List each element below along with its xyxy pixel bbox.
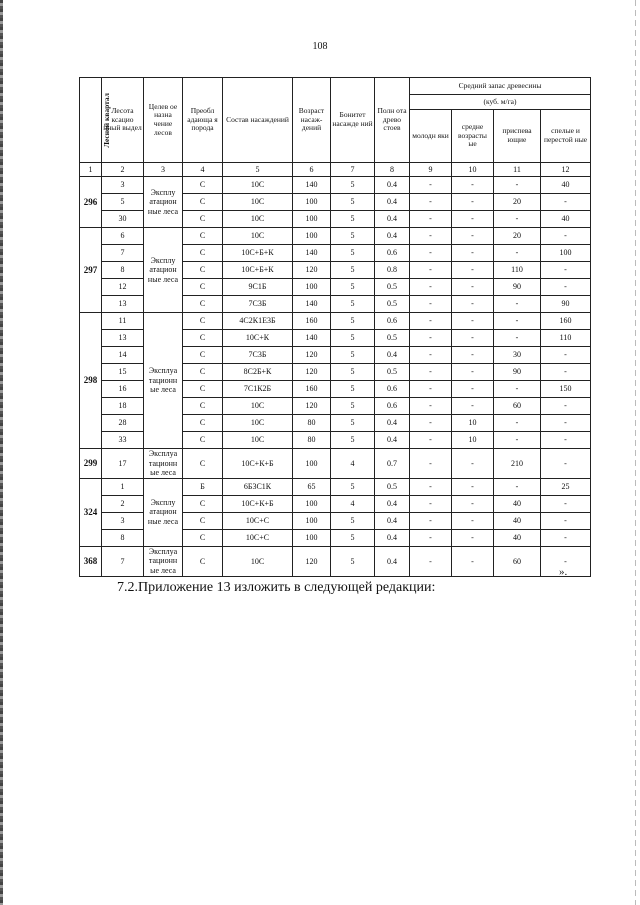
maturing-cell: 60 bbox=[494, 546, 541, 576]
header-vydel: Лесота ксацио нный выдел bbox=[102, 78, 144, 163]
table-row bbox=[80, 478, 591, 495]
vydel-cell: 7 bbox=[102, 546, 144, 576]
species-cell: С bbox=[183, 211, 223, 228]
composition-cell: 9С1Б bbox=[223, 279, 293, 296]
header-mature: спелые и перестой ные bbox=[541, 110, 591, 163]
composition-cell: 10С+К bbox=[223, 330, 293, 347]
vydel-cell: 13 bbox=[102, 330, 144, 347]
bonitet-cell: 5 bbox=[331, 529, 375, 546]
table-row bbox=[80, 177, 591, 194]
density-cell: 0.4 bbox=[375, 432, 410, 449]
mature-cell: 110 bbox=[541, 330, 591, 347]
bonitet-cell: 5 bbox=[331, 347, 375, 364]
mature-cell: - bbox=[541, 279, 591, 296]
middle-cell: - bbox=[452, 245, 494, 262]
middle-cell: - bbox=[452, 347, 494, 364]
bonitet-cell: 5 bbox=[331, 398, 375, 415]
maturing-cell: - bbox=[494, 381, 541, 398]
species-cell: С bbox=[183, 279, 223, 296]
middle-cell: - bbox=[452, 194, 494, 211]
species-cell: С bbox=[183, 449, 223, 479]
density-cell: 0.6 bbox=[375, 381, 410, 398]
young-cell: - bbox=[410, 546, 452, 576]
vydel-cell: 8 bbox=[102, 529, 144, 546]
vydel-cell: 13 bbox=[102, 296, 144, 313]
vydel-cell: 18 bbox=[102, 398, 144, 415]
maturing-cell: - bbox=[494, 211, 541, 228]
composition-cell: 10С bbox=[223, 194, 293, 211]
bonitet-cell: 5 bbox=[331, 279, 375, 296]
bonitet-cell: 5 bbox=[331, 330, 375, 347]
header-purpose: Целев ое назна чение лесов bbox=[144, 78, 183, 163]
bonitet-cell: 5 bbox=[331, 512, 375, 529]
column-number: 1 bbox=[80, 163, 102, 177]
young-cell: - bbox=[410, 495, 452, 512]
age-cell: 140 bbox=[293, 330, 331, 347]
purpose-cell: Эксплуа тационн ые леса bbox=[144, 313, 183, 449]
young-cell: - bbox=[410, 245, 452, 262]
young-cell: - bbox=[410, 228, 452, 245]
species-cell: С bbox=[183, 313, 223, 330]
composition-cell: 10С bbox=[223, 415, 293, 432]
density-cell: 0.5 bbox=[375, 364, 410, 381]
age-cell: 100 bbox=[293, 228, 331, 245]
mature-cell: - bbox=[541, 398, 591, 415]
bonitet-cell: 5 bbox=[331, 211, 375, 228]
maturing-cell: - bbox=[494, 330, 541, 347]
young-cell: - bbox=[410, 364, 452, 381]
age-cell: 140 bbox=[293, 245, 331, 262]
vydel-cell: 11 bbox=[102, 313, 144, 330]
density-cell: 0.7 bbox=[375, 449, 410, 479]
middle-cell: 10 bbox=[452, 415, 494, 432]
mature-cell: 40 bbox=[541, 177, 591, 194]
young-cell: - bbox=[410, 512, 452, 529]
column-number: 7 bbox=[331, 163, 375, 177]
composition-cell: 10С bbox=[223, 177, 293, 194]
composition-cell: 10С+Б+К bbox=[223, 262, 293, 279]
composition-cell: 10С+К+Б bbox=[223, 495, 293, 512]
header-unit: (куб. м/га) bbox=[410, 95, 591, 110]
composition-cell: 8С2Б+К bbox=[223, 364, 293, 381]
closing-quote: ». bbox=[559, 566, 568, 578]
middle-cell: - bbox=[452, 364, 494, 381]
middle-cell: - bbox=[452, 228, 494, 245]
species-cell: С bbox=[183, 364, 223, 381]
column-number: 11 bbox=[494, 163, 541, 177]
header-kvartal: Лесной квартал bbox=[80, 78, 102, 163]
maturing-cell: 30 bbox=[494, 347, 541, 364]
scan-edge-left bbox=[0, 0, 3, 905]
species-cell: С bbox=[183, 415, 223, 432]
vydel-cell: 8 bbox=[102, 262, 144, 279]
composition-cell: 4С2К1Е3Б bbox=[223, 313, 293, 330]
header-species: Преобл адающа я порода bbox=[183, 78, 223, 163]
age-cell: 140 bbox=[293, 177, 331, 194]
mature-cell: - bbox=[541, 347, 591, 364]
species-cell: С bbox=[183, 495, 223, 512]
bonitet-cell: 5 bbox=[331, 313, 375, 330]
young-cell: - bbox=[410, 262, 452, 279]
middle-cell: - bbox=[452, 262, 494, 279]
age-cell: 100 bbox=[293, 211, 331, 228]
forest-stock-table bbox=[79, 77, 591, 577]
age-cell: 100 bbox=[293, 449, 331, 479]
kvartal-cell: 324 bbox=[80, 478, 102, 546]
maturing-cell: 90 bbox=[494, 279, 541, 296]
table-row bbox=[80, 546, 591, 576]
composition-cell: 7С3Б bbox=[223, 347, 293, 364]
age-cell: 120 bbox=[293, 347, 331, 364]
bonitet-cell: 5 bbox=[331, 262, 375, 279]
header-maturing: приспева ющие bbox=[494, 110, 541, 163]
mature-cell: 160 bbox=[541, 313, 591, 330]
age-cell: 100 bbox=[293, 495, 331, 512]
density-cell: 0.6 bbox=[375, 398, 410, 415]
column-number: 12 bbox=[541, 163, 591, 177]
species-cell: С bbox=[183, 381, 223, 398]
middle-cell: - bbox=[452, 529, 494, 546]
density-cell: 0.6 bbox=[375, 245, 410, 262]
maturing-cell: 210 bbox=[494, 449, 541, 479]
species-cell: С bbox=[183, 347, 223, 364]
density-cell: 0.4 bbox=[375, 512, 410, 529]
middle-cell: - bbox=[452, 177, 494, 194]
vydel-cell: 3 bbox=[102, 177, 144, 194]
age-cell: 100 bbox=[293, 512, 331, 529]
page-number: 108 bbox=[312, 41, 328, 52]
vydel-cell: 16 bbox=[102, 381, 144, 398]
density-cell: 0.5 bbox=[375, 296, 410, 313]
middle-cell: - bbox=[452, 495, 494, 512]
purpose-cell: Эксплу атацион ные леса bbox=[144, 228, 183, 313]
middle-cell: - bbox=[452, 330, 494, 347]
vydel-cell: 2 bbox=[102, 495, 144, 512]
mature-cell: 90 bbox=[541, 296, 591, 313]
middle-cell: - bbox=[452, 381, 494, 398]
vydel-cell: 5 bbox=[102, 194, 144, 211]
composition-cell: 10С+Б+К bbox=[223, 245, 293, 262]
purpose-cell: Эксплуа тационн ые леса bbox=[144, 449, 183, 479]
middle-cell: - bbox=[452, 211, 494, 228]
column-number: 2 bbox=[102, 163, 144, 177]
bonitet-cell: 5 bbox=[331, 546, 375, 576]
mature-cell: - bbox=[541, 194, 591, 211]
species-cell: С bbox=[183, 529, 223, 546]
species-cell: С bbox=[183, 398, 223, 415]
composition-cell: 10С+С bbox=[223, 512, 293, 529]
middle-cell: - bbox=[452, 512, 494, 529]
header-age: Возраст насаж-дений bbox=[293, 78, 331, 163]
bonitet-cell: 5 bbox=[331, 415, 375, 432]
age-cell: 80 bbox=[293, 432, 331, 449]
density-cell: 0.4 bbox=[375, 347, 410, 364]
maturing-cell: 20 bbox=[494, 228, 541, 245]
density-cell: 0.4 bbox=[375, 495, 410, 512]
middle-cell: 10 bbox=[452, 432, 494, 449]
maturing-cell: 40 bbox=[494, 529, 541, 546]
young-cell: - bbox=[410, 449, 452, 479]
composition-cell: 7С3Б bbox=[223, 296, 293, 313]
middle-cell: - bbox=[452, 279, 494, 296]
mature-cell: 40 bbox=[541, 211, 591, 228]
age-cell: 160 bbox=[293, 313, 331, 330]
mature-cell: - bbox=[541, 512, 591, 529]
species-cell: Б bbox=[183, 478, 223, 495]
density-cell: 0.6 bbox=[375, 313, 410, 330]
bonitet-cell: 5 bbox=[331, 478, 375, 495]
species-cell: С bbox=[183, 296, 223, 313]
species-cell: С bbox=[183, 177, 223, 194]
young-cell: - bbox=[410, 529, 452, 546]
column-number: 10 bbox=[452, 163, 494, 177]
density-cell: 0.4 bbox=[375, 211, 410, 228]
bonitet-cell: 5 bbox=[331, 177, 375, 194]
composition-cell: 10С+К+Б bbox=[223, 449, 293, 479]
age-cell: 160 bbox=[293, 381, 331, 398]
composition-cell: 10С+С bbox=[223, 529, 293, 546]
table-row bbox=[80, 449, 591, 479]
column-number: 9 bbox=[410, 163, 452, 177]
density-cell: 0.4 bbox=[375, 177, 410, 194]
species-cell: С bbox=[183, 228, 223, 245]
maturing-cell: - bbox=[494, 245, 541, 262]
mature-cell: - bbox=[541, 228, 591, 245]
composition-cell: 6Б3С1К bbox=[223, 478, 293, 495]
bonitet-cell: 5 bbox=[331, 245, 375, 262]
scan-edge-right bbox=[635, 0, 636, 905]
species-cell: С bbox=[183, 546, 223, 576]
species-cell: С bbox=[183, 432, 223, 449]
maturing-cell: - bbox=[494, 478, 541, 495]
young-cell: - bbox=[410, 313, 452, 330]
young-cell: - bbox=[410, 211, 452, 228]
maturing-cell: 90 bbox=[494, 364, 541, 381]
age-cell: 120 bbox=[293, 364, 331, 381]
maturing-cell: 60 bbox=[494, 398, 541, 415]
density-cell: 0.5 bbox=[375, 330, 410, 347]
mature-cell: 150 bbox=[541, 381, 591, 398]
composition-cell: 7С1К2Б bbox=[223, 381, 293, 398]
vydel-cell: 12 bbox=[102, 279, 144, 296]
mature-cell: - bbox=[541, 415, 591, 432]
young-cell: - bbox=[410, 194, 452, 211]
density-cell: 0.4 bbox=[375, 529, 410, 546]
young-cell: - bbox=[410, 296, 452, 313]
vydel-cell: 30 bbox=[102, 211, 144, 228]
density-cell: 0.8 bbox=[375, 262, 410, 279]
header-density: Полн ота древо стоев bbox=[375, 78, 410, 163]
table-row bbox=[80, 313, 591, 330]
bonitet-cell: 5 bbox=[331, 194, 375, 211]
density-cell: 0.4 bbox=[375, 415, 410, 432]
maturing-cell: 40 bbox=[494, 495, 541, 512]
purpose-cell: Эксплу атацион ные леса bbox=[144, 478, 183, 546]
maturing-cell: 20 bbox=[494, 194, 541, 211]
age-cell: 140 bbox=[293, 296, 331, 313]
bonitet-cell: 5 bbox=[331, 432, 375, 449]
mature-cell: - bbox=[541, 495, 591, 512]
composition-cell: 10С bbox=[223, 398, 293, 415]
header-middle: средне возрасты ые bbox=[452, 110, 494, 163]
middle-cell: - bbox=[452, 478, 494, 495]
age-cell: 100 bbox=[293, 194, 331, 211]
vydel-cell: 14 bbox=[102, 347, 144, 364]
header-stock: Средний запас древесины bbox=[410, 78, 591, 95]
young-cell: - bbox=[410, 478, 452, 495]
young-cell: - bbox=[410, 330, 452, 347]
young-cell: - bbox=[410, 398, 452, 415]
mature-cell: 100 bbox=[541, 245, 591, 262]
composition-cell: 10С bbox=[223, 546, 293, 576]
header-young: молодн яки bbox=[410, 110, 452, 163]
composition-cell: 10С bbox=[223, 228, 293, 245]
density-cell: 0.5 bbox=[375, 478, 410, 495]
vydel-cell: 15 bbox=[102, 364, 144, 381]
bonitet-cell: 5 bbox=[331, 228, 375, 245]
maturing-cell: 40 bbox=[494, 512, 541, 529]
young-cell: - bbox=[410, 279, 452, 296]
header-bonitet: Бонитет насажде ний bbox=[331, 78, 375, 163]
kvartal-cell: 296 bbox=[80, 177, 102, 228]
density-cell: 0.4 bbox=[375, 546, 410, 576]
age-cell: 80 bbox=[293, 415, 331, 432]
maturing-cell: - bbox=[494, 296, 541, 313]
column-number: 3 bbox=[144, 163, 183, 177]
column-number-row bbox=[80, 163, 591, 177]
mature-cell: - bbox=[541, 449, 591, 479]
maturing-cell: - bbox=[494, 313, 541, 330]
vydel-cell: 3 bbox=[102, 512, 144, 529]
middle-cell: - bbox=[452, 398, 494, 415]
density-cell: 0.4 bbox=[375, 228, 410, 245]
vydel-cell: 28 bbox=[102, 415, 144, 432]
column-number: 6 bbox=[293, 163, 331, 177]
column-number: 8 bbox=[375, 163, 410, 177]
age-cell: 120 bbox=[293, 398, 331, 415]
young-cell: - bbox=[410, 432, 452, 449]
column-number: 5 bbox=[223, 163, 293, 177]
young-cell: - bbox=[410, 415, 452, 432]
kvartal-cell: 298 bbox=[80, 313, 102, 449]
middle-cell: - bbox=[452, 296, 494, 313]
column-number: 4 bbox=[183, 163, 223, 177]
species-cell: С bbox=[183, 330, 223, 347]
kvartal-cell: 368 bbox=[80, 546, 102, 576]
mature-cell: - bbox=[541, 262, 591, 279]
bonitet-cell: 4 bbox=[331, 449, 375, 479]
kvartal-cell: 297 bbox=[80, 228, 102, 313]
vydel-cell: 6 bbox=[102, 228, 144, 245]
vydel-cell: 1 bbox=[102, 478, 144, 495]
age-cell: 65 bbox=[293, 478, 331, 495]
species-cell: С bbox=[183, 245, 223, 262]
bonitet-cell: 5 bbox=[331, 364, 375, 381]
species-cell: С bbox=[183, 512, 223, 529]
species-cell: С bbox=[183, 194, 223, 211]
age-cell: 100 bbox=[293, 279, 331, 296]
species-cell: С bbox=[183, 262, 223, 279]
composition-cell: 10С bbox=[223, 211, 293, 228]
middle-cell: - bbox=[452, 546, 494, 576]
density-cell: 0.5 bbox=[375, 279, 410, 296]
age-cell: 120 bbox=[293, 262, 331, 279]
age-cell: 100 bbox=[293, 529, 331, 546]
purpose-cell: Эксплу атацион ные леса bbox=[144, 177, 183, 228]
bonitet-cell: 5 bbox=[331, 296, 375, 313]
age-cell: 120 bbox=[293, 546, 331, 576]
density-cell: 0.4 bbox=[375, 194, 410, 211]
young-cell: - bbox=[410, 347, 452, 364]
young-cell: - bbox=[410, 381, 452, 398]
bonitet-cell: 5 bbox=[331, 381, 375, 398]
vydel-cell: 17 bbox=[102, 449, 144, 479]
kvartal-cell: 299 bbox=[80, 449, 102, 479]
header-composition: Состав насаждений bbox=[223, 78, 293, 163]
composition-cell: 10С bbox=[223, 432, 293, 449]
maturing-cell: - bbox=[494, 177, 541, 194]
vydel-cell: 7 bbox=[102, 245, 144, 262]
table-row bbox=[80, 228, 591, 245]
purpose-cell: Эксплуа тационн ые леса bbox=[144, 546, 183, 576]
mature-cell: - bbox=[541, 364, 591, 381]
mature-cell: - bbox=[541, 432, 591, 449]
amendment-paragraph: 7.2.Приложение 13 изложить в следующей редакции: bbox=[117, 580, 436, 595]
maturing-cell: - bbox=[494, 415, 541, 432]
maturing-cell: 110 bbox=[494, 262, 541, 279]
maturing-cell: - bbox=[494, 432, 541, 449]
vydel-cell: 33 bbox=[102, 432, 144, 449]
mature-cell: 25 bbox=[541, 478, 591, 495]
young-cell: - bbox=[410, 177, 452, 194]
mature-cell: - bbox=[541, 546, 591, 576]
bonitet-cell: 4 bbox=[331, 495, 375, 512]
middle-cell: - bbox=[452, 313, 494, 330]
mature-cell: - bbox=[541, 529, 591, 546]
middle-cell: - bbox=[452, 449, 494, 479]
